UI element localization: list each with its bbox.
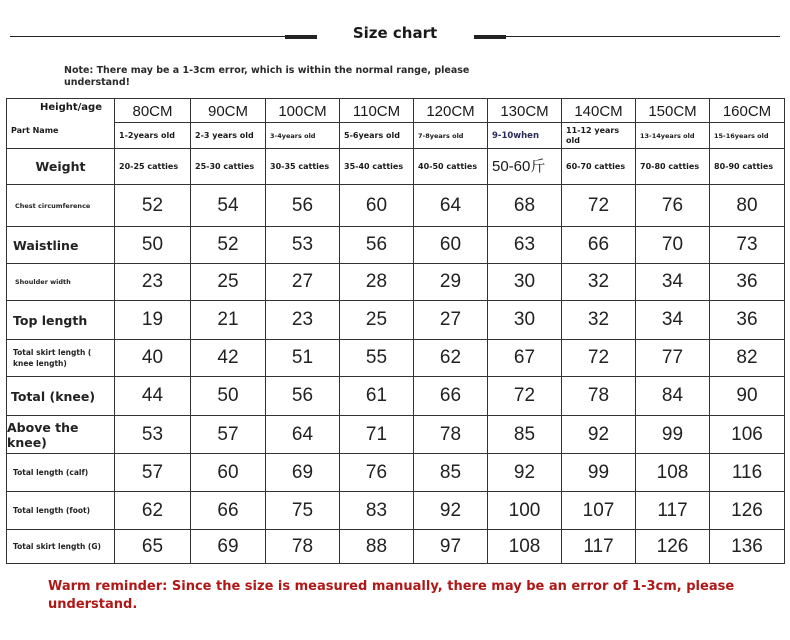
measure-value: 100 <box>488 492 562 530</box>
measure-row <box>7 185 785 227</box>
measure-value: 106 <box>710 416 785 454</box>
measure-value: 136 <box>710 530 785 564</box>
measure-value: 78 <box>266 530 340 564</box>
age-cell: 1-2years old <box>115 123 191 149</box>
row-label: Waistline <box>7 227 115 264</box>
row-label: Above the knee) <box>7 416 115 454</box>
measure-value: 72 <box>488 377 562 416</box>
measure-value: 107 <box>562 492 636 530</box>
measure-value: 83 <box>340 492 414 530</box>
measure-value: 97 <box>414 530 488 564</box>
row-label: Total length (foot) <box>7 492 115 530</box>
size-header-row <box>7 99 785 123</box>
measure-value: 71 <box>340 416 414 454</box>
weight-cell: 70-80 catties <box>636 149 710 185</box>
measure-value: 32 <box>562 264 636 301</box>
measure-value: 62 <box>414 340 488 377</box>
measure-value: 56 <box>266 185 340 227</box>
row-label: Total skirt length (G) <box>7 530 115 564</box>
measure-value: 66 <box>191 492 266 530</box>
measure-value: 21 <box>191 301 266 340</box>
size-chart-table <box>6 98 785 564</box>
measure-value: 19 <box>115 301 191 340</box>
age-cell: 13-14years old <box>636 123 710 149</box>
measure-value: 72 <box>562 340 636 377</box>
measure-value: 99 <box>562 454 636 492</box>
corner-height-label: Height/age <box>40 102 102 113</box>
measure-value: 70 <box>636 227 710 264</box>
measure-value: 56 <box>266 377 340 416</box>
age-cell: 9-10when <box>488 123 562 149</box>
age-cell: 15-16years old <box>710 123 785 149</box>
weight-cell: 40-50 catties <box>414 149 488 185</box>
weight-label: Weight <box>7 149 115 185</box>
measure-row <box>7 264 785 301</box>
measure-value: 92 <box>488 454 562 492</box>
measure-value: 53 <box>266 227 340 264</box>
row-label: Chest circumference <box>7 185 115 227</box>
measure-value: 25 <box>340 301 414 340</box>
measure-row <box>7 492 785 530</box>
measure-row <box>7 530 785 564</box>
size-header: 110CM <box>340 99 414 123</box>
row-label: Total (knee) <box>7 377 115 416</box>
age-cell: 2-3 years old <box>191 123 266 149</box>
measure-value: 54 <box>191 185 266 227</box>
age-row <box>7 123 785 149</box>
measure-value: 85 <box>488 416 562 454</box>
measure-value: 85 <box>414 454 488 492</box>
measure-value: 66 <box>414 377 488 416</box>
measure-row <box>7 416 785 454</box>
measure-value: 92 <box>562 416 636 454</box>
note-text: Note: There may be a 1-3cm error, which is within the normal range, please understand! <box>64 65 470 88</box>
measure-value: 40 <box>115 340 191 377</box>
measure-value: 77 <box>636 340 710 377</box>
age-cell: 5-6years old <box>340 123 414 149</box>
measure-value: 30 <box>488 264 562 301</box>
size-header: 80CM <box>115 99 191 123</box>
weight-cell: 80-90 catties <box>710 149 785 185</box>
measure-value: 65 <box>115 530 191 564</box>
measure-value: 117 <box>636 492 710 530</box>
measure-value: 30 <box>488 301 562 340</box>
measure-value: 34 <box>636 264 710 301</box>
size-header: 90CM <box>191 99 266 123</box>
weight-cell: 60-70 catties <box>562 149 636 185</box>
measure-value: 28 <box>340 264 414 301</box>
measure-value: 99 <box>636 416 710 454</box>
measure-value: 60 <box>414 227 488 264</box>
measure-value: 25 <box>191 264 266 301</box>
measure-value: 126 <box>710 492 785 530</box>
measure-value: 68 <box>488 185 562 227</box>
age-cell: 11-12 years old <box>562 123 636 149</box>
row-label: Total skirt length ( knee length) <box>7 340 115 377</box>
measure-value: 60 <box>191 454 266 492</box>
measure-value: 53 <box>115 416 191 454</box>
measure-value: 80 <box>710 185 785 227</box>
measure-value: 63 <box>488 227 562 264</box>
corner-part-label: Part Name <box>11 126 59 135</box>
weight-cell: 35-40 catties <box>340 149 414 185</box>
measure-value: 66 <box>562 227 636 264</box>
measure-value: 23 <box>266 301 340 340</box>
measure-value: 75 <box>266 492 340 530</box>
weight-cell: 30-35 catties <box>266 149 340 185</box>
measure-value: 64 <box>414 185 488 227</box>
size-header: 150CM <box>636 99 710 123</box>
measure-value: 84 <box>636 377 710 416</box>
row-label: Top length <box>7 301 115 340</box>
measure-value: 57 <box>191 416 266 454</box>
measure-value: 61 <box>340 377 414 416</box>
measure-value: 42 <box>191 340 266 377</box>
measure-value: 76 <box>340 454 414 492</box>
measure-value: 92 <box>414 492 488 530</box>
measure-value: 56 <box>340 227 414 264</box>
measure-value: 78 <box>414 416 488 454</box>
measure-row <box>7 227 785 264</box>
measure-value: 67 <box>488 340 562 377</box>
measure-value: 82 <box>710 340 785 377</box>
size-header: 120CM <box>414 99 488 123</box>
measure-value: 36 <box>710 301 785 340</box>
size-header: 140CM <box>562 99 636 123</box>
measure-row <box>7 301 785 340</box>
measure-value: 78 <box>562 377 636 416</box>
weight-cell: 20-25 catties <box>115 149 191 185</box>
measure-value: 52 <box>115 185 191 227</box>
row-label: Total length (calf) <box>7 454 115 492</box>
measure-value: 116 <box>710 454 785 492</box>
measure-row <box>7 454 785 492</box>
measure-row <box>7 377 785 416</box>
weight-row <box>7 149 785 185</box>
measure-value: 29 <box>414 264 488 301</box>
measure-value: 72 <box>562 185 636 227</box>
size-header: 130CM <box>488 99 562 123</box>
measure-value: 55 <box>340 340 414 377</box>
measure-value: 52 <box>191 227 266 264</box>
measure-value: 62 <box>115 492 191 530</box>
age-cell: 7-8years old <box>414 123 488 149</box>
measure-value: 57 <box>115 454 191 492</box>
weight-cell: 50-60斤 <box>488 149 562 185</box>
measure-value: 60 <box>340 185 414 227</box>
measure-value: 44 <box>115 377 191 416</box>
row-label: Shoulder width <box>7 264 115 301</box>
measure-row <box>7 340 785 377</box>
measure-value: 73 <box>710 227 785 264</box>
measure-value: 50 <box>191 377 266 416</box>
measure-value: 117 <box>562 530 636 564</box>
measure-value: 69 <box>191 530 266 564</box>
measure-value: 76 <box>636 185 710 227</box>
measure-value: 36 <box>710 264 785 301</box>
measure-value: 51 <box>266 340 340 377</box>
measure-value: 34 <box>636 301 710 340</box>
measure-value: 23 <box>115 264 191 301</box>
weight-cell: 25-30 catties <box>191 149 266 185</box>
warm-reminder: Warm reminder: Since the size is measured manually, there may be an error of 1-3cm, please understand. <box>48 579 735 612</box>
size-header: 100CM <box>266 99 340 123</box>
measure-value: 50 <box>115 227 191 264</box>
measure-value: 64 <box>266 416 340 454</box>
age-cell: 3-4years old <box>266 123 340 149</box>
measure-value: 32 <box>562 301 636 340</box>
measure-value: 69 <box>266 454 340 492</box>
measure-value: 27 <box>266 264 340 301</box>
measure-value: 126 <box>636 530 710 564</box>
size-header: 160CM <box>710 99 785 123</box>
page-title: Size chart <box>352 24 438 42</box>
measure-value: 88 <box>340 530 414 564</box>
measure-value: 90 <box>710 377 785 416</box>
measure-value: 108 <box>636 454 710 492</box>
corner-cell <box>7 99 115 149</box>
measure-value: 27 <box>414 301 488 340</box>
measure-value: 108 <box>488 530 562 564</box>
